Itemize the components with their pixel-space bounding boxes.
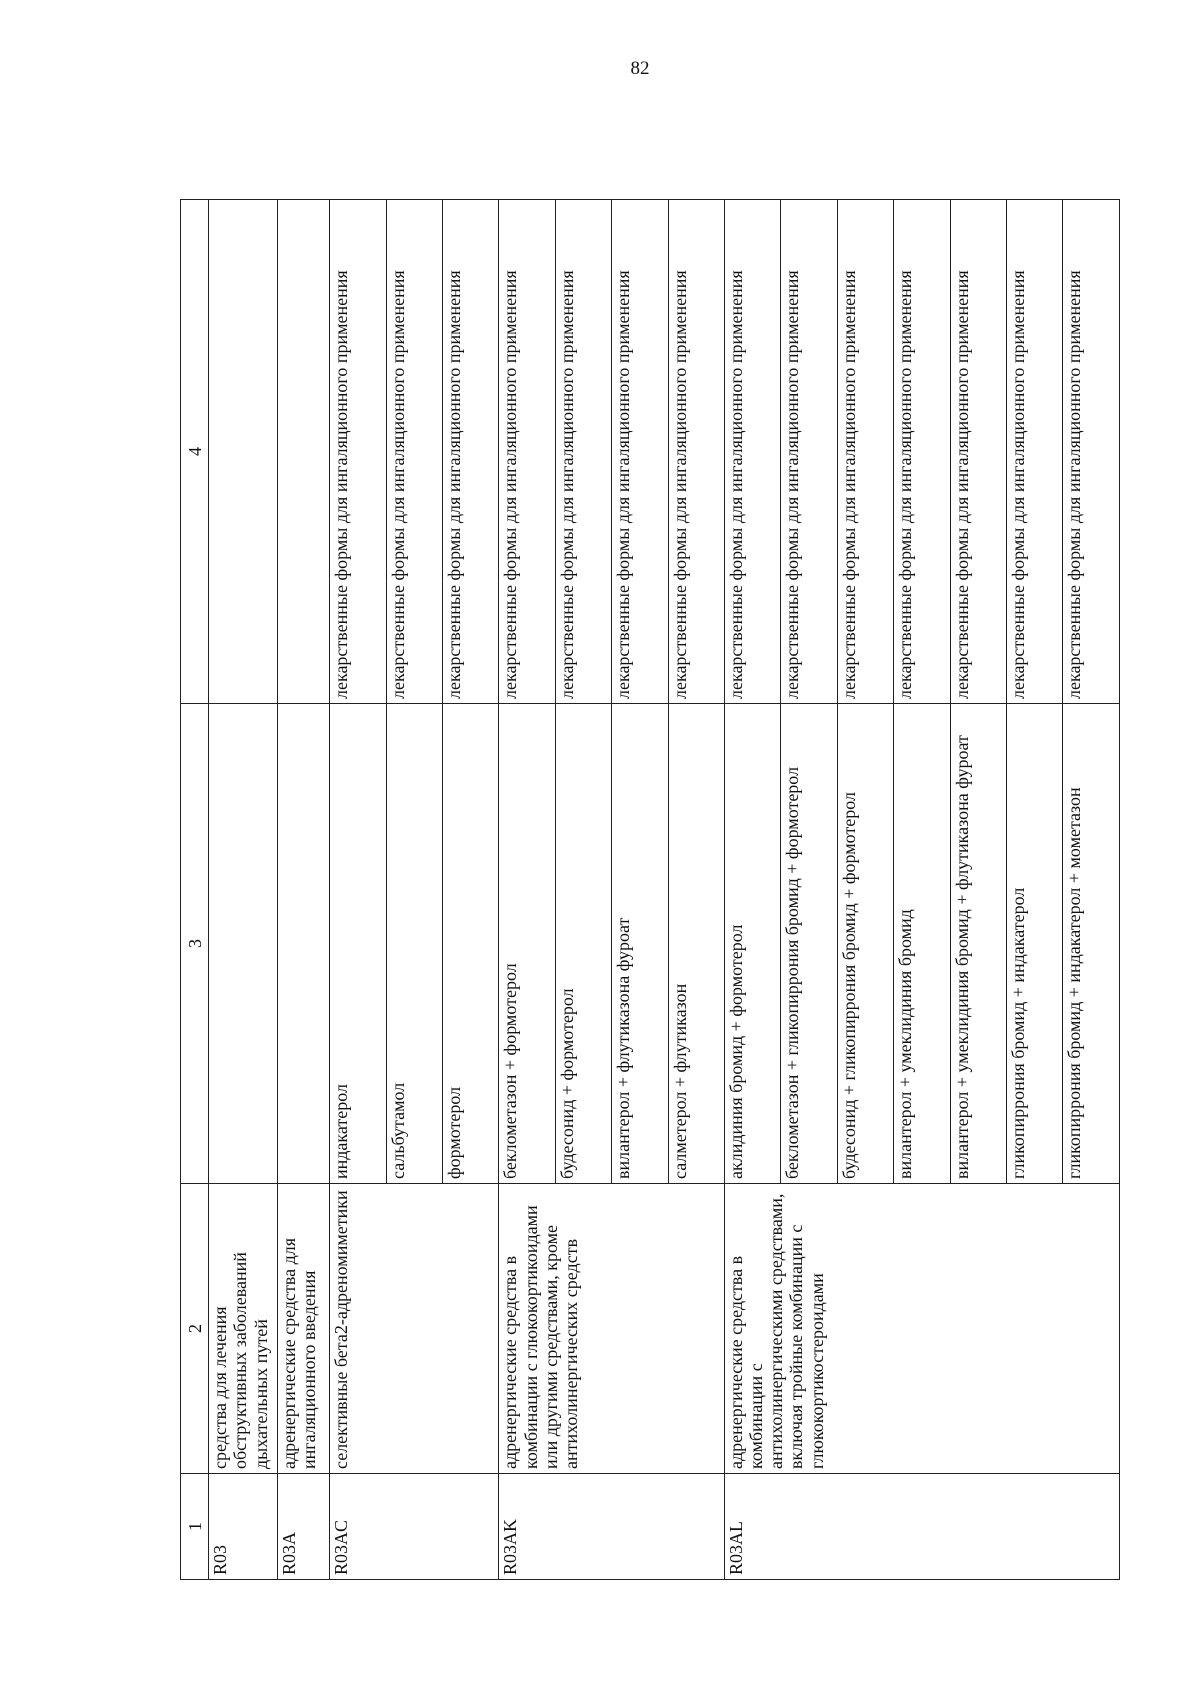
atc-code-cell: R03A: [278, 1474, 330, 1580]
header-cell-4: 4: [181, 200, 209, 704]
dosage-form-cell: лекарственные формы для ингаляционного применения: [668, 200, 724, 704]
drug-name-cell: индакатерол: [330, 704, 386, 1184]
dosage-form-cell: лекарственные формы для ингаляционного применения: [555, 200, 611, 704]
header-cell-3: 3: [181, 704, 209, 1184]
drug-name-cell: будесонид + гликопиррония бромид + формотерол: [837, 704, 893, 1184]
drug-name-cell: [278, 704, 330, 1184]
dosage-form-cell: лекарственные формы для ингаляционного применения: [781, 200, 837, 704]
dosage-form-cell: лекарственные формы для ингаляционного применения: [1007, 200, 1063, 704]
header-row: [181, 200, 209, 1580]
header-cell-1: 1: [181, 1474, 209, 1580]
dosage-form-cell: лекарственные формы для ингаляционного применения: [837, 200, 893, 704]
drug-name-cell: аклидиния бромид + формотерол: [724, 704, 780, 1184]
page-number: 82: [630, 58, 650, 79]
table-row: [330, 200, 386, 1580]
dosage-form-cell: лекарственные формы для ингаляционного применения: [894, 200, 950, 704]
drug-name-cell: формотерол: [442, 704, 498, 1184]
table-row: [499, 200, 555, 1580]
dosage-form-cell: [209, 200, 278, 704]
drug-name-cell: будесонид + формотерол: [555, 704, 611, 1184]
atc-code-cell: R03: [209, 1474, 278, 1580]
group-name-cell: адренергические средства в комбинации с глюкокортикоидами или другими средствами, кроме антихолинергических средств: [499, 1184, 725, 1474]
group-name-cell: адренергические средства для ингаляционного введения: [278, 1184, 330, 1474]
group-name-cell: адренергические средства в комбинации с антихолинергическими средствами, включая тройные комбинации с глюкокортикостероидами: [724, 1184, 1119, 1474]
group-name-cell: селективные бета2-адреномиметики: [330, 1184, 499, 1474]
dosage-form-cell: лекарственные формы для ингаляционного применения: [612, 200, 668, 704]
drug-name-cell: [209, 704, 278, 1184]
atc-code-cell: R03AK: [499, 1474, 725, 1580]
table-row: [209, 200, 278, 1580]
drug-name-cell: гликопиррония бромид + индакатерол: [1007, 704, 1063, 1184]
drug-name-cell: вилантерол + флутиказона фуроат: [612, 704, 668, 1184]
rotated-table-container: [180, 200, 1120, 1580]
drug-name-cell: вилантерол + умеклидиния бромид: [894, 704, 950, 1184]
dosage-form-cell: лекарственные формы для ингаляционного применения: [499, 200, 555, 704]
header-cell-2: 2: [181, 1184, 209, 1474]
drug-name-cell: беклометазон + формотерол: [499, 704, 555, 1184]
dosage-form-cell: лекарственные формы для ингаляционного применения: [1063, 200, 1120, 704]
drug-name-cell: салметерол + флутиказон: [668, 704, 724, 1184]
medication-table: [180, 199, 1120, 1580]
drug-name-cell: сальбутамол: [386, 704, 442, 1184]
atc-code-cell: R03AL: [724, 1474, 1119, 1580]
dosage-form-cell: [278, 200, 330, 704]
table-row: [724, 200, 780, 1580]
table-body: [181, 200, 1120, 1580]
group-name-cell: средства для лечения обструктивных заболеваний дыхательных путей: [209, 1184, 278, 1474]
drug-name-cell: гликопиррония бромид + индакатерол + мометазон: [1063, 704, 1120, 1184]
drug-name-cell: беклометазон + гликопиррония бромид + формотерол: [781, 704, 837, 1184]
atc-code-cell: R03AC: [330, 1474, 499, 1580]
dosage-form-cell: лекарственные формы для ингаляционного применения: [386, 200, 442, 704]
drug-name-cell: вилантерол + умеклидиния бромид + флутиказона фуроат: [950, 704, 1006, 1184]
dosage-form-cell: лекарственные формы для ингаляционного применения: [950, 200, 1006, 704]
table-row: [278, 200, 330, 1580]
dosage-form-cell: лекарственные формы для ингаляционного применения: [442, 200, 498, 704]
dosage-form-cell: лекарственные формы для ингаляционного применения: [724, 200, 780, 704]
dosage-form-cell: лекарственные формы для ингаляционного применения: [330, 200, 386, 704]
